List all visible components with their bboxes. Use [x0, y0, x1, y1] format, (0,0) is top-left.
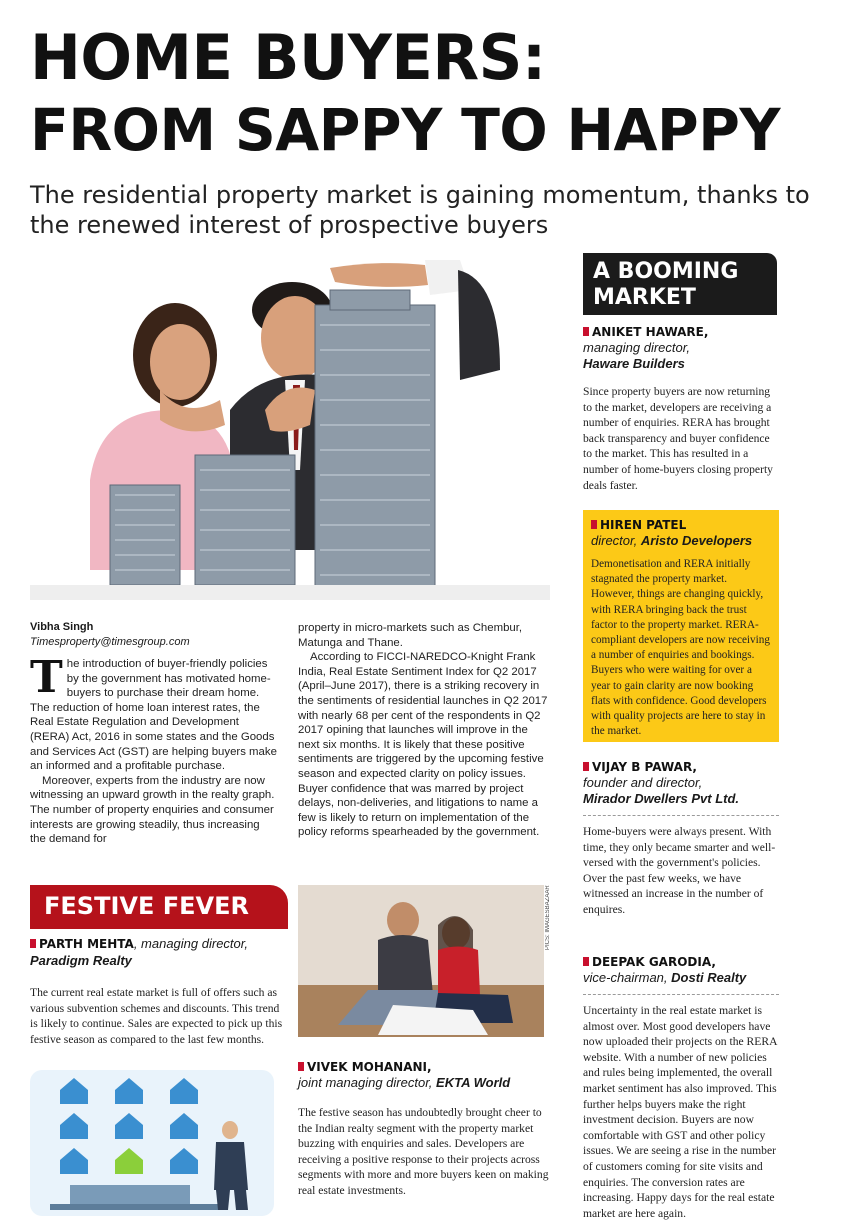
quote-body: Since property buyers are now returning to the market, developers are receiving a number of enquiries. RERA has brought back transparency and buyer confidence to the market. This has resulted in a number of home-buyers closing property deals faster.	[583, 385, 773, 492]
festive-rule	[30, 927, 288, 929]
quote-role: managing director,	[583, 340, 690, 355]
quote-body: The current real estate market is full of offers such as various subvention schemes and discounts. This trend is likely to continue. Sales are expected to pick up this festive season as compared to the last few months.	[30, 986, 283, 1046]
quote-vijay-pawar	[583, 760, 779, 918]
quote-company: Paradigm Realty	[30, 953, 132, 968]
quote-body: The festive season has undoubtedly brought cheer to the Indian realty segment with the property market buzzing with enquiries and sales. Developers are receiving a positive response to their projects across segments with more and more buyers keen on making real estate investments.	[298, 1106, 549, 1197]
headline-line-2: FROM SAPPY TO HAPPY	[30, 96, 781, 164]
couple-photo	[298, 885, 544, 1037]
houses-photo	[30, 1070, 274, 1216]
marker-icon	[583, 957, 589, 966]
quote-name: DEEPAK GARODIA,	[583, 955, 779, 970]
quote-hiren-patel	[583, 510, 779, 742]
quote-body: Demonetisation and RERA initially stagnated the property market. However, things are changing quickly, with RERA bringing back the trust factor to the property market. RERA-compliant developers are now receiving a number of enquiries and bookings. Buyers who were waiting for over a year to gain clarity are now booking flats with confidence. Good developers with quality projects are here to stay in the market.	[591, 558, 770, 738]
standfirst: The residential property market is gaining momentum, thanks to the renewed interest of prospective buyers	[30, 181, 810, 239]
quote-name: HIREN PATEL	[591, 518, 771, 533]
quote-name: VIVEK MOHANANI,	[298, 1060, 550, 1075]
photo-credit: PICS: IMAGESBAZAAR	[545, 885, 551, 950]
quote-body: Home-buyers were always present. With time, they only became smarter and well-versed with the government's policies. Over the past few weeks, we have witnessed an increase in the number of enquires.	[583, 825, 776, 916]
sidebar-title-line-1: A BOOMING	[593, 259, 739, 284]
festive-fever-title: FESTIVE FEVER	[30, 885, 288, 927]
byline-email: Timesproperty@timesgroup.com	[30, 636, 190, 648]
quote-company: Haware Builders	[583, 356, 685, 371]
byline-name: Vibha Singh	[30, 621, 94, 633]
quote-name: VIJAY B PAWAR,	[583, 760, 779, 775]
quote-company: Mirador Dwellers Pvt Ltd.	[583, 791, 740, 806]
article-paragraph: According to FICCI-NAREDCO-Knight Frank India, Real Estate Sentiment Index for Q2 2017 (April–June 2017), there is a striking recovery in the sentiments of residential launches in Q2 2017 with nearly 68 per cent of the respondents in Q2 2017 opining that launches will improve in the next six months. It is likely that these positive sentiments are triggered by the upcoming festive season and expected clarity on policy issues. Buyer confidence that was marred by project delays, non-deliveries, and litigations to name a few is likely to return on implementation of the policy reforms spearheaded by the government.	[298, 651, 548, 839]
quote-name: ANIKET HAWARE,	[583, 325, 779, 340]
headline	[30, 22, 804, 166]
sidebar-title-line-2: MARKET	[593, 285, 696, 310]
marker-icon	[591, 520, 597, 529]
article-paragraph: The introduction of buyer-friendly policies by the government has motivated home-buyers to purchase their dream home. The reduction of home loan interest rates, the Real Estate Regulation and Development (RERA) Act, 2016 in some states and the Goods and Services Act (GST) are helping buyers make an informed and a profitable purchase.	[30, 652, 277, 773]
article-column-1	[30, 652, 278, 847]
divider	[583, 815, 779, 816]
marker-icon	[583, 762, 589, 771]
quote-deepak-garodia	[583, 955, 779, 1221]
headline-line-1: HOME BUYERS:	[30, 21, 546, 94]
drop-cap: T	[30, 652, 63, 703]
quote-role-company: director, Aristo Developers	[591, 533, 753, 548]
quote-aniket-haware	[583, 325, 779, 493]
quote-vivek-mohanani	[298, 1060, 550, 1199]
quote-role-company: joint managing director, EKTA World	[298, 1075, 511, 1090]
marker-icon	[30, 939, 36, 948]
article-paragraph: property in micro-markets such as Chembur, Matunga and Thane.	[298, 622, 523, 649]
quote-parth-mehta	[30, 935, 288, 1047]
article-paragraph: Moreover, experts from the industry are now witnessing an upward growth in the realty graph. The number of property enquiries and consumer interests are growing steadily, thus increasing the demand for	[30, 774, 275, 846]
article-column-2	[298, 621, 550, 840]
quote-role: founder and director,	[583, 775, 703, 790]
hero-image	[30, 250, 550, 600]
marker-icon	[298, 1062, 304, 1071]
divider	[583, 994, 779, 995]
sidebar-title	[583, 253, 777, 315]
quote-name-role: PARTH MEHTA, managing director,	[30, 935, 288, 953]
marker-icon	[583, 327, 589, 336]
byline	[30, 620, 190, 650]
quote-body: Uncertainty in the real estate market is almost over. Most good developers have now uploaded their projects on the RERA website. With a number of new policies and rules being implemented, the overall market sentiment has also improved. This further helps buyers make the right investment decision. Buyers are now comfortable with GST and other policy issues. We are seeing a rise in the number of customers coming for site visits and enquiries. The conversion rates are increasing. Happy days for the real estate market are here again.	[583, 1004, 777, 1220]
quote-role-company: vice-chairman, Dosti Realty	[583, 970, 747, 985]
